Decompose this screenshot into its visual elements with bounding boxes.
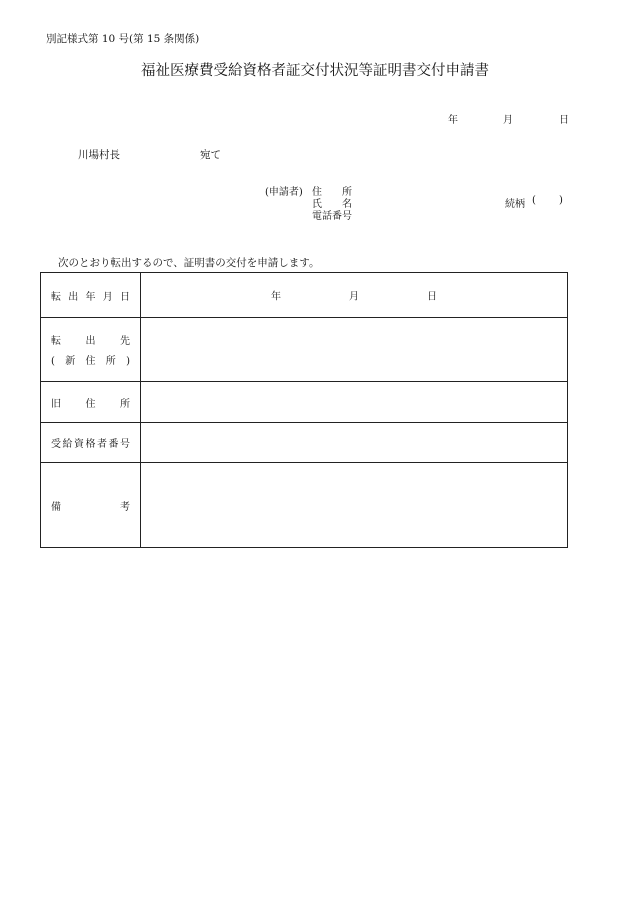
remarks-field[interactable]: [141, 463, 568, 548]
applicant-phone-label: 電話番号: [312, 211, 352, 222]
date-month-label: 月: [503, 115, 513, 126]
moveout-date-label: 転出年月日: [51, 291, 130, 303]
old-address-field[interactable]: [141, 382, 568, 423]
table-row: [41, 423, 568, 463]
date-day-label: 日: [559, 115, 569, 126]
moveout-year-label: 年: [271, 291, 281, 303]
table-row: [41, 463, 568, 548]
relationship-paren-close: ): [559, 195, 563, 206]
page-title: 福祉医療費受給資格者証交付状況等証明書交付申請書: [141, 63, 489, 79]
destination-field[interactable]: [141, 318, 568, 382]
moveout-month-label: 月: [349, 291, 359, 303]
applicant-address-label: 住 所: [312, 187, 352, 198]
old-address-label-cell: [41, 382, 141, 423]
form-reference: 別記様式第 10 号(第 15 条関係): [46, 33, 200, 45]
recipient-number-label: 受給資格者番号: [51, 439, 130, 450]
destination-sublabel: (新住所): [51, 356, 130, 367]
moveout-day-label: 日: [427, 291, 437, 303]
destination-label-cell: [41, 318, 141, 382]
intro-text: 次のとおり転出するので、証明書の交付を申請します。: [58, 257, 320, 269]
applicant-prefix: (申請者): [265, 187, 303, 198]
destination-label: 転出先: [51, 336, 130, 347]
remarks-label: 備考: [51, 501, 130, 513]
moveout-date-label-cell: [41, 273, 141, 318]
table-row: [41, 318, 568, 382]
application-table: [40, 272, 568, 548]
addressee-name: 川場村長: [78, 149, 120, 161]
recipient-number-field[interactable]: [141, 423, 568, 463]
applicant-name-label: 氏 名: [312, 199, 352, 210]
table-row: [41, 273, 568, 318]
old-address-label: 旧住所: [51, 398, 130, 410]
addressee-suffix: 宛て: [200, 149, 221, 161]
relationship-paren-open: (: [532, 195, 536, 206]
remarks-label-cell: [41, 463, 141, 548]
table-row: [41, 382, 568, 423]
recipient-number-label-cell: [41, 423, 141, 463]
relationship-label: 続柄: [505, 199, 525, 210]
moveout-date-field[interactable]: [141, 273, 568, 318]
date-year-label: 年: [448, 115, 458, 126]
